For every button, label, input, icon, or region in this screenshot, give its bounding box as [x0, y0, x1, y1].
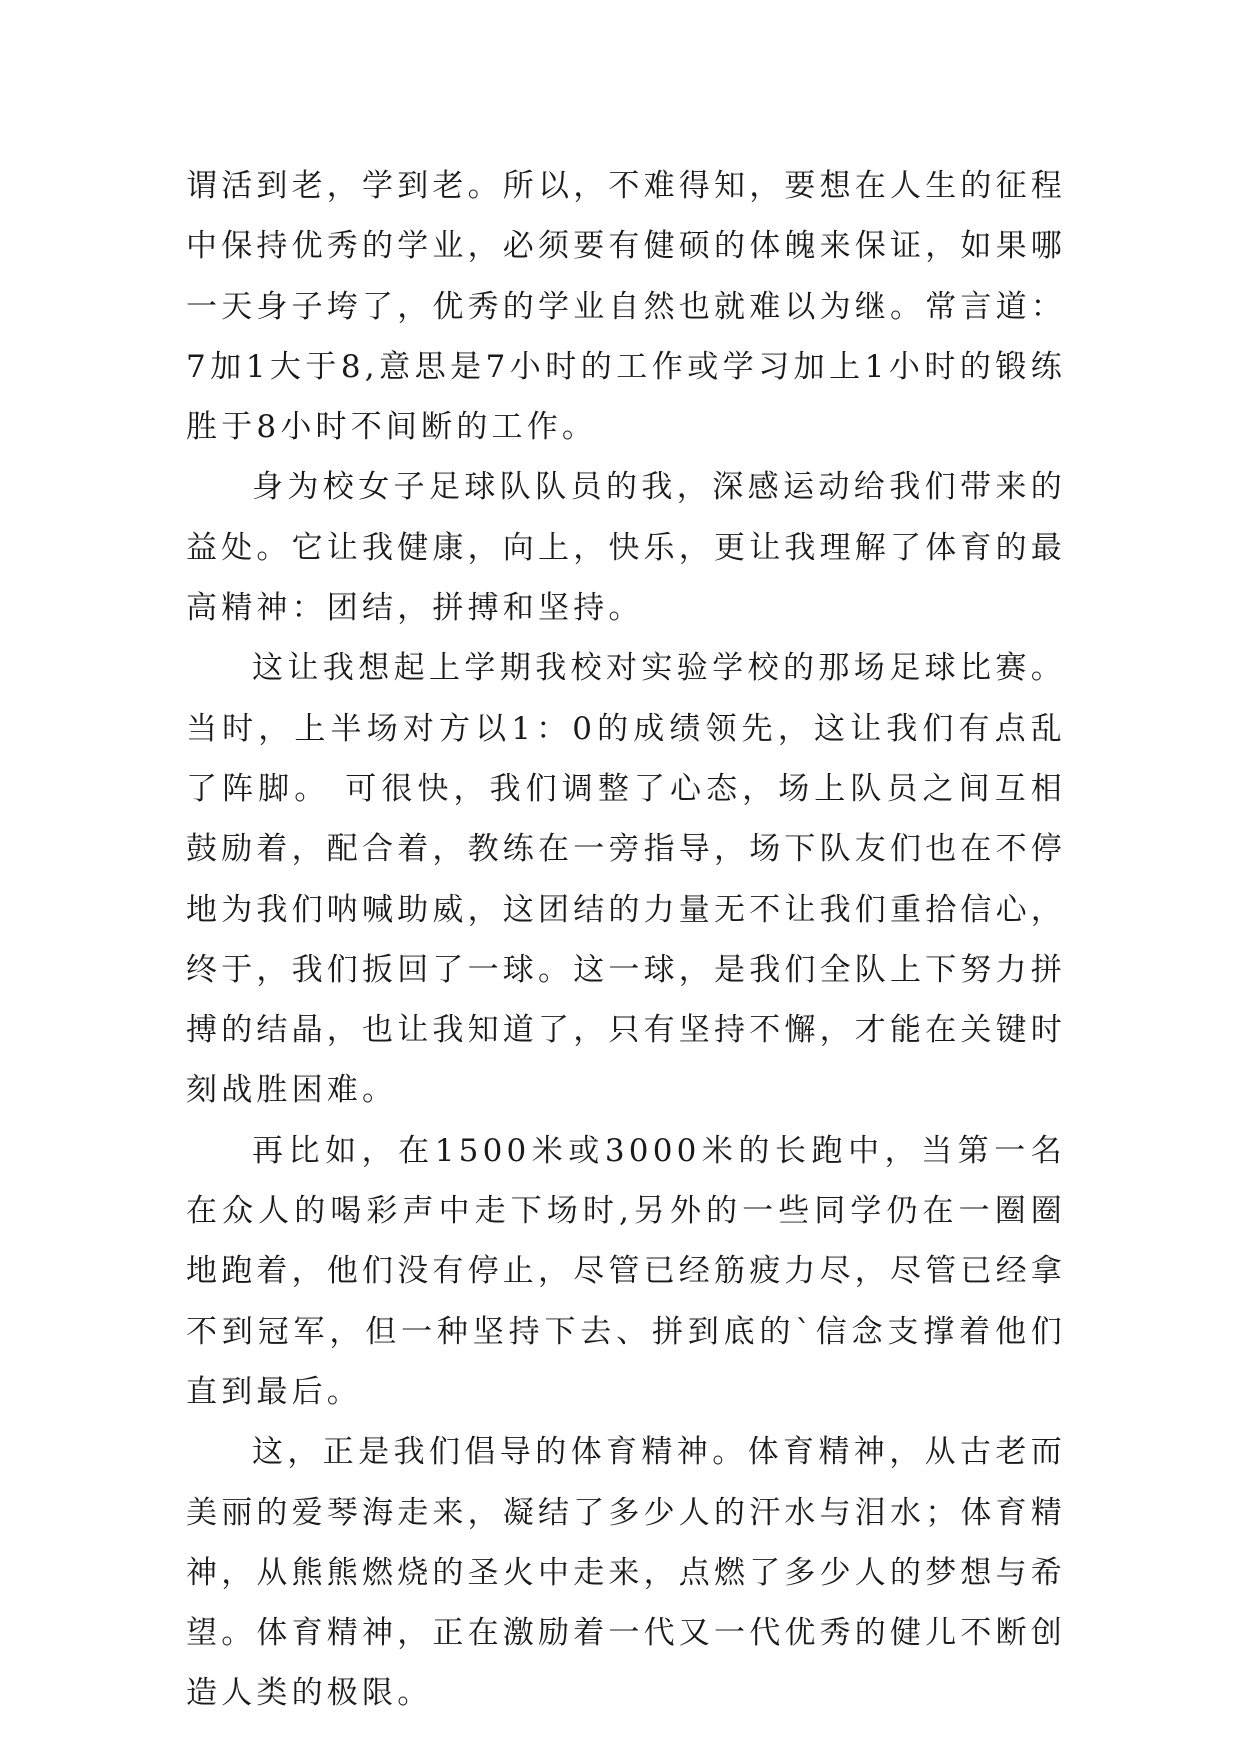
paragraph-4: 再比如，在1500米或3000米的长跑中，当第一名在众人的喝彩声中走下场时,另外的一些同学仍在一圈圈地跑着，他们没有停止，尽管已经筋疲力尽，尽管已经拿不到冠军，但一种坚持下去、拼到底的`信念支撑着他们直到最后。 — [186, 1132, 1066, 1410]
paragraph-5: 这，正是我们倡导的体育精神。体育精神，从古老而美丽的爱琴海走来，凝结了多少人的汗水与泪水；体育精神，从熊熊燃烧的圣火中走来，点燃了多少人的梦想与希望。体育精神，正在激励着一代又一代优秀的健儿不断创造人类的极限。 — [186, 1434, 1066, 1712]
paragraph-3: 这让我想起上学期我校对实验学校的那场足球比赛。当时，上半场对方以1：0的成绩领先，这让我们有点乱了阵脚。 可很快，我们调整了心态，场上队员之间互相鼓励着，配合着，教练在一旁指导，场下队友们也在不停地为我们呐喊助威，这团结的力量无不让我们重拾信心，终于，我们扳回了一球。这一球，是我们全队上下努力拼搏的结晶，也让我知道了，只有坚持不懈，才能在关键时刻战胜困难。 — [186, 650, 1066, 1109]
paragraph-2: 身为校女子足球队队员的我，深感运动给我们带来的益处。它让我健康，向上，快乐，更让我理解了体育的最高精神：团结，拼搏和坚持。 — [186, 469, 1066, 627]
paragraph-1: 谓活到老，学到老。所以，不难得知，要想在人生的征程中保持优秀的学业，必须要有健硕的体魄来保证，如果哪一天身子垮了，优秀的学业自然也就难以为继。常言道：7加1大于8,意思是7小时的工作或学习加上1小时的锻练胜于8小时不间断的工作。 — [186, 168, 1066, 446]
document-body — [186, 156, 1066, 1724]
